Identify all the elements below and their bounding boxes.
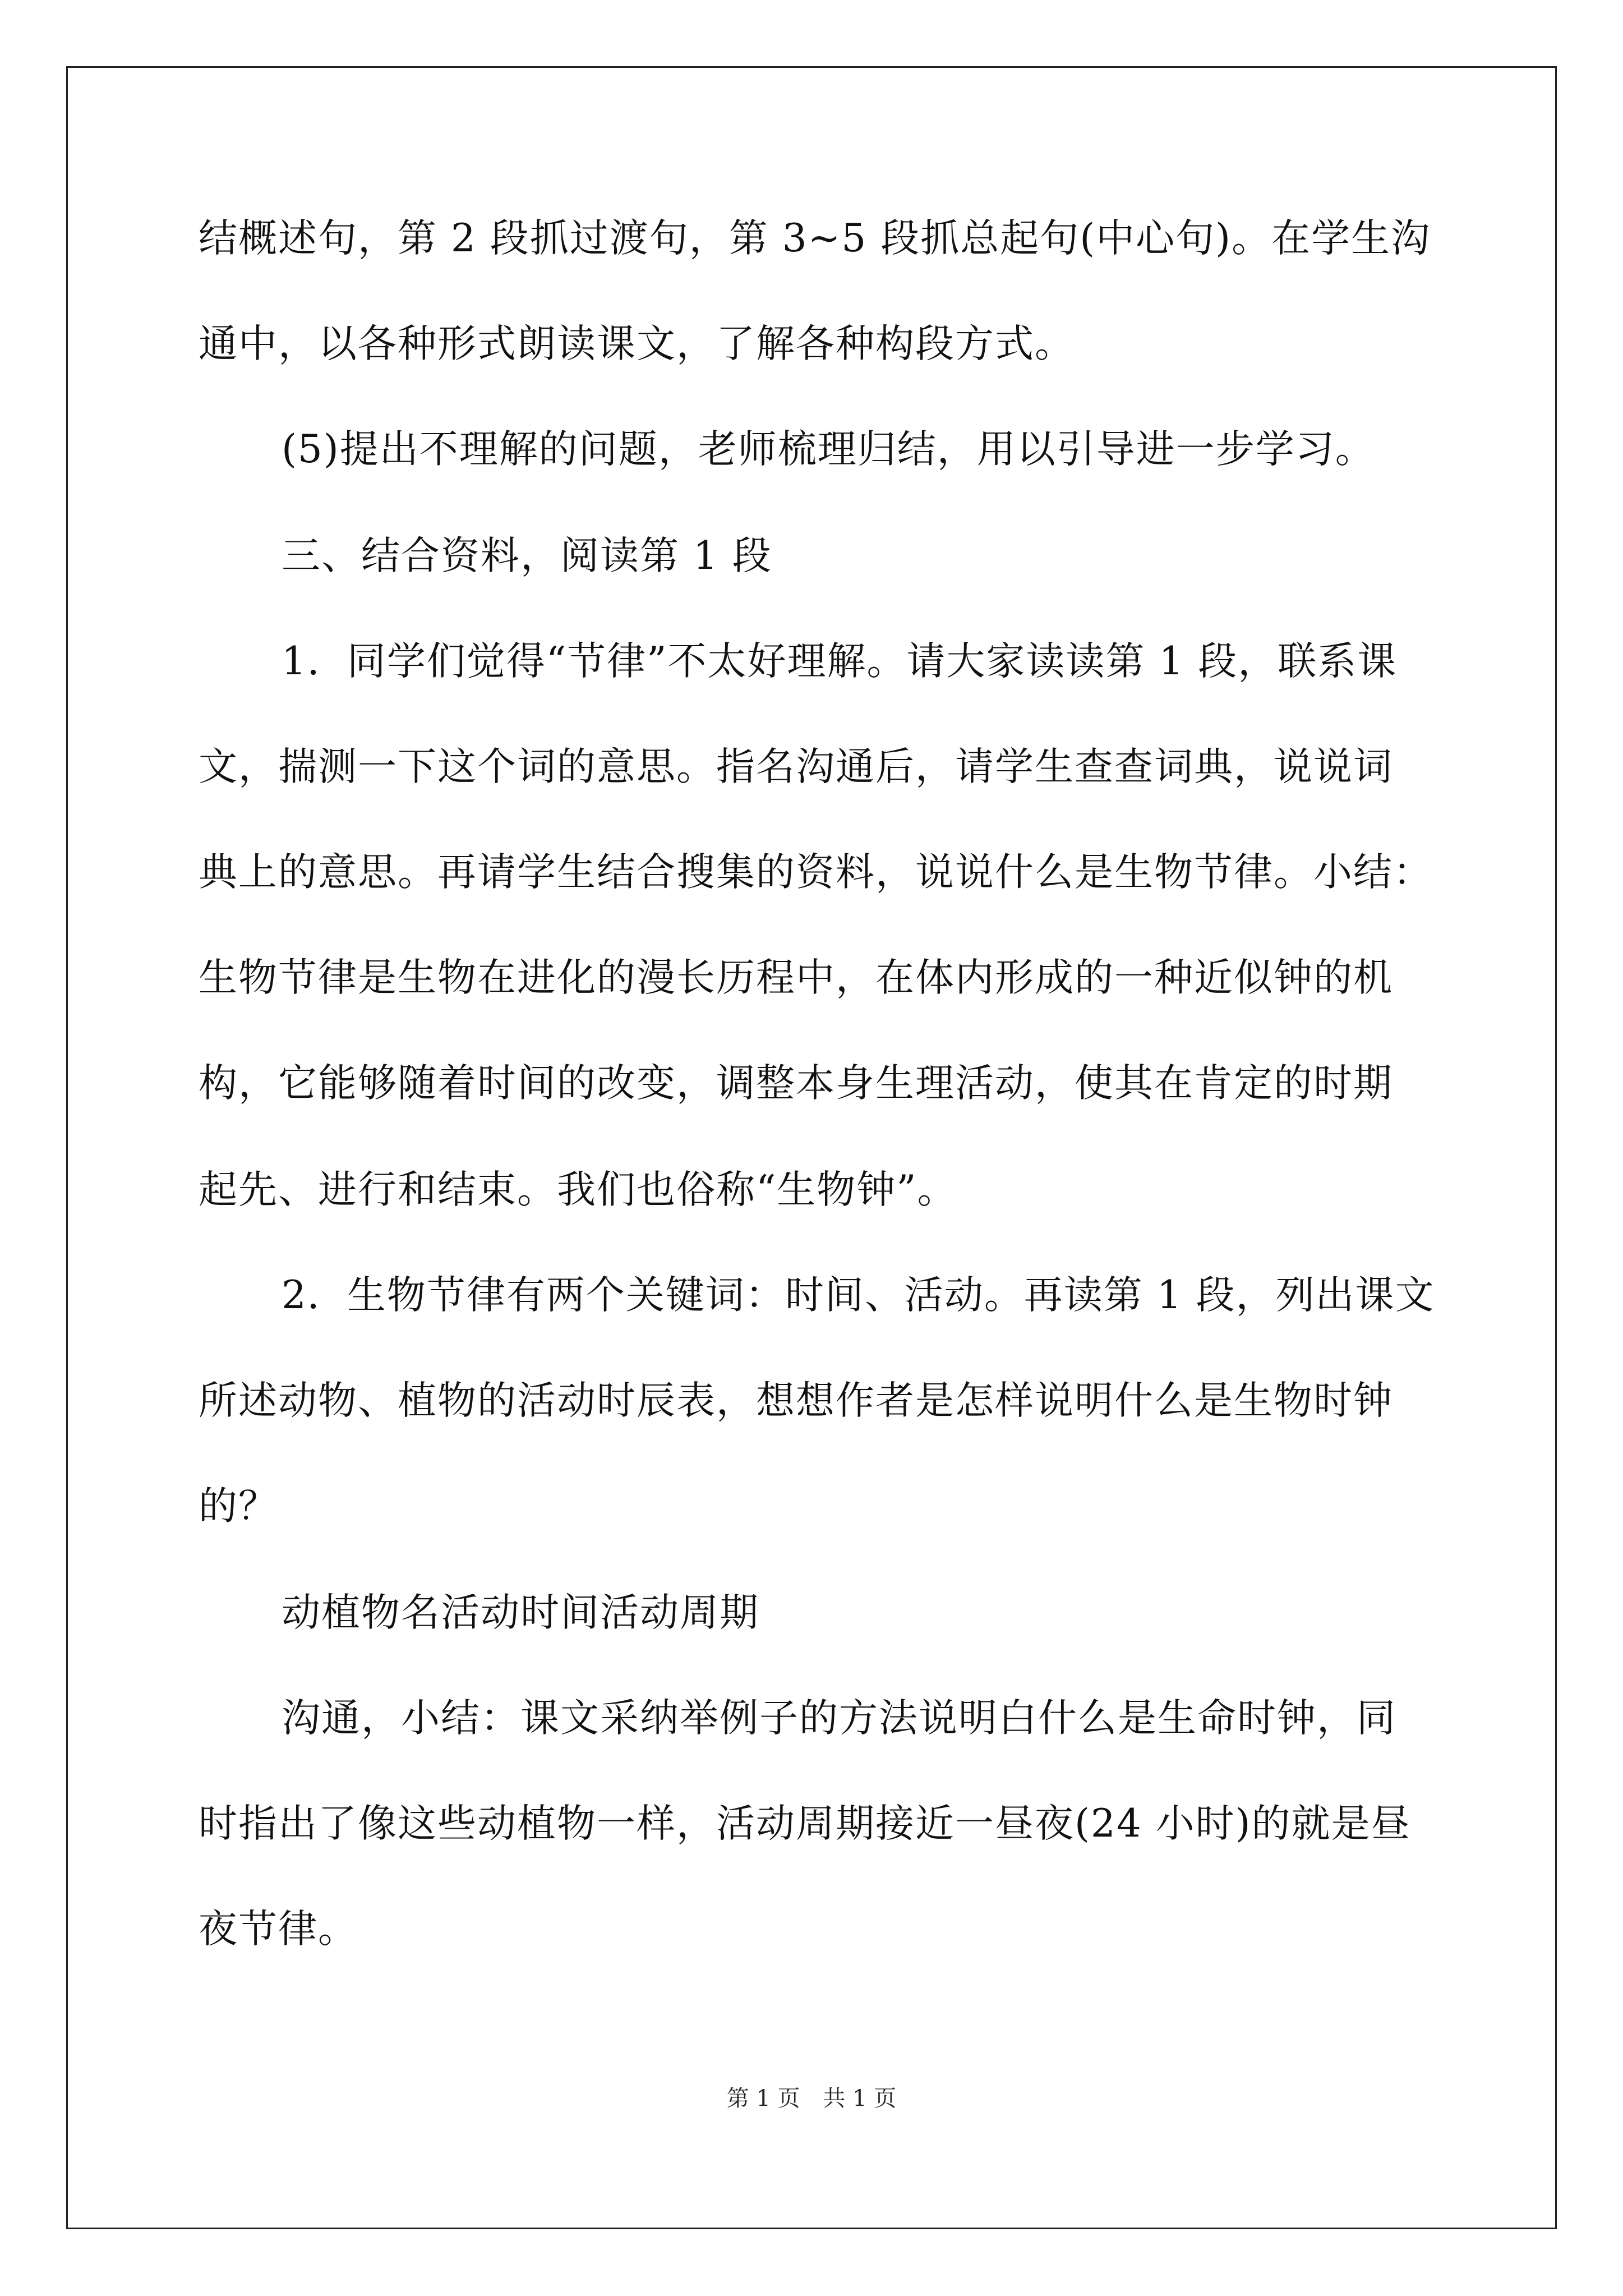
body-line: 的？: [199, 1484, 278, 1529]
body-line: 夜节律。: [199, 1907, 358, 1952]
body-line: (5)提出不理解的问题，老师梳理归结，用以引导进一步学习。: [282, 427, 1375, 472]
body-line: 文，揣测一下这个词的意思。指名沟通后，请学生查查词典，说说词: [199, 744, 1393, 789]
body-line: 通中，以各种形式朗读课文，了解各种构段方式。: [199, 321, 1075, 366]
body-line: 2．生物节律有两个关键词：时间、活动。再读第 1 段，列出课文: [282, 1273, 1435, 1318]
section-heading: 三、结合资料，阅读第 1 段: [282, 533, 772, 578]
body-line: 1．同学们觉得“节律”不太好理解。请大家读读第 1 段，联系课: [282, 639, 1398, 684]
body-line: 生物节律是生物在进化的漫长历程中，在体内形成的一种近似钟的机: [199, 955, 1393, 1000]
body-line: 起先、进行和结束。我们也俗称“生物钟”。: [199, 1167, 957, 1212]
body-line: 时指出了像这些动植物一样，活动周期接近一昼夜(24 小时)的就是昼: [199, 1801, 1411, 1846]
page-footer: [0, 2085, 1623, 2113]
page-total: 共 1 页: [823, 2086, 897, 2111]
body-line: 典上的意思。再请学生结合搜集的资料，说说什么是生物节律。小结：: [199, 850, 1433, 895]
body-line: 构，它能够随着时间的改变，调整本身生理活动，使其在肯定的时期: [199, 1061, 1393, 1106]
page-number: 第 1 页: [726, 2086, 800, 2111]
body-line: 动植物名活动时间活动周期: [282, 1590, 759, 1635]
body-line: 所述动物、植物的活动时辰表，想想作者是怎样说明什么是生物时钟: [199, 1378, 1393, 1423]
body-line: 结概述句，第 2 段抓过渡句，第 3~5 段抓总起句(中心句)。在学生沟: [199, 216, 1431, 261]
body-line: 沟通，小结：课文采纳举例子的方法说明白什么是生命时钟，同: [282, 1696, 1396, 1741]
